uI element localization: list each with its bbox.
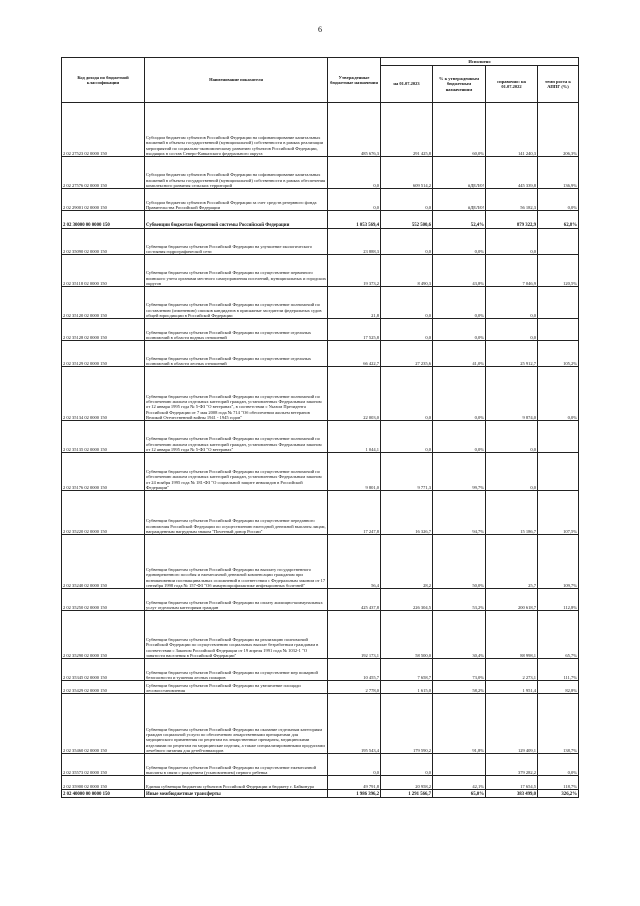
- row-name: Субвенции бюджетам субъектов Российской Федерации на осуществление полномочий по обеспечению жильем отдельных категорий граждан, установленных Федеральным законом от 12 января 1995 года № 5-ФЗ "О ветеранах", в соответствии с Указом Президента Российской Федерации от 7 мая 2008 года № 714 "Об обеспечении жильем ветеранов Великой Отечественной войны 1941 - 1945 годов": [145, 367, 328, 421]
- row-name: Субвенции бюджетам субъектов Российской Федерации на выплату государственного единовременного пособия и ежемесячной денежной компенсации гражданам при возникновении поствакцинальных осложнений в соответствии с Федеральным законом от 17 сентября 1998 года № 157-ФЗ "Об иммунопрофилактике инфекционных болезней": [145, 535, 328, 589]
- row-executed: 226 304,5: [381, 589, 433, 611]
- table-row: [62, 535, 579, 589]
- row-executed: 1 615,0: [381, 681, 433, 694]
- row-code: 2 02 35090 02 0000 150: [62, 229, 145, 255]
- row-name: Субвенции бюджетам субъектов Российской Федерации на осуществление переданного полномочия Российской Федерации по осуществлению ежегодной денежной выплаты лицам, награжденным нагрудным знаком "Почетный донор России": [145, 491, 328, 535]
- row-approved: 19 373,2: [328, 255, 381, 287]
- row-growth: [538, 229, 579, 255]
- table-row: [62, 157, 579, 189]
- row-approved: 1 044,1: [328, 421, 381, 453]
- row-pct: 99,7%: [433, 453, 486, 491]
- row-reference: 1 951,4: [486, 681, 538, 694]
- row-growth: 0,0%: [538, 189, 579, 211]
- row-growth: 138,7%: [538, 694, 579, 754]
- header-pct: % к утвержденным бюджетным назначениям: [433, 66, 486, 103]
- row-code: 2 02 35250 02 0000 150: [62, 589, 145, 611]
- row-code: 2 02 35176 02 0000 150: [62, 453, 145, 491]
- row-approved: 9 801,0: [328, 453, 381, 491]
- table-row: [62, 681, 579, 694]
- row-reference: 2 273,1: [486, 659, 538, 681]
- row-pct: 60,0%: [433, 103, 486, 157]
- row-executed: 291 425,8: [381, 103, 433, 157]
- row-pct: 0,0%: [433, 421, 486, 453]
- row-name: Субвенции бюджетам субъектов Российской Федерации на реализацию полномочий Российской Федерации по осуществлению социальных выплат безработным гражданам в соответствии с Законом Российской Федерации от 19 апреля 1991 года № 1032-1 "О занятости населения в Российской Федерации": [145, 611, 328, 659]
- row-code: 2 02 27576 02 0000 150: [62, 157, 145, 189]
- table-row: [62, 319, 579, 341]
- row-pct: 58,2%: [433, 681, 486, 694]
- table-row: [62, 341, 579, 367]
- row-executed: 8 490,3: [381, 255, 433, 287]
- row-reference: 56 182,3: [486, 189, 538, 211]
- table-row: [62, 754, 579, 776]
- row-approved: 17 525,8: [328, 319, 381, 341]
- row-code: 2 02 35429 02 0000 150: [62, 681, 145, 694]
- row-code: 2 02 35290 02 0000 150: [62, 611, 145, 659]
- row-approved: 66 422,7: [328, 341, 381, 367]
- header-on-date: на 01.07.2023: [381, 66, 433, 103]
- row-code: 2 02 35128 02 0000 150: [62, 319, 145, 341]
- row-growth: [538, 287, 579, 319]
- row-pct: 65,0%: [433, 790, 486, 798]
- table-row: [62, 287, 579, 319]
- row-approved: 1 986 396,2: [328, 790, 381, 798]
- row-pct: 50,0%: [433, 535, 486, 589]
- row-executed: 0,0: [381, 319, 433, 341]
- table-row: [62, 611, 579, 659]
- row-pct: [433, 754, 486, 776]
- row-code: 2 02 35573 02 0000 150: [62, 754, 145, 776]
- row-growth: 120,5%: [538, 255, 579, 287]
- row-reference: 445 339,8: [486, 157, 538, 189]
- row-name: Субвенции бюджетам субъектов Российской Федерации на оказание отдельным категориям граждан социальной услуги по обеспечению лекарственными препаратами для медицинского применения по рецептам на лекарственные препараты, медицинскими изделиями по рецептам на медицинские изделия, а также специализированными продуктами лечебного питания для детей-инвалидов: [145, 694, 328, 754]
- row-approved: 23 888,3: [328, 229, 381, 255]
- header-approved: Утвержденные бюджетные назначения: [328, 58, 381, 103]
- row-reference: 0,0: [486, 319, 538, 341]
- header-code: Код дохода по бюджетной классификации: [62, 58, 145, 103]
- row-reference: 25,7: [486, 535, 538, 589]
- row-code: 2 02 35345 02 0000 150: [62, 659, 145, 681]
- row-reference: 879 322,9: [486, 211, 538, 229]
- table-row: [62, 211, 579, 229]
- row-growth: 0,0%: [538, 754, 579, 776]
- row-reference: 141 240,3: [486, 103, 538, 157]
- row-approved: 17 247,8: [328, 491, 381, 535]
- table-row: [62, 229, 579, 255]
- row-approved: 0,0: [328, 754, 381, 776]
- row-approved: 2 778,0: [328, 681, 381, 694]
- table-row: [62, 776, 579, 790]
- row-code: 2 02 35118 02 0000 150: [62, 255, 145, 287]
- row-approved: 21,8: [328, 287, 381, 319]
- row-pct: 94,7%: [433, 491, 486, 535]
- row-code: 2 02 35900 02 0000 150: [62, 776, 145, 790]
- row-executed: 0,0: [381, 229, 433, 255]
- row-reference: 383 499,0: [486, 790, 538, 798]
- table-row: [62, 189, 579, 211]
- row-executed: 552 500,6: [381, 211, 433, 229]
- row-name: Субвенции бюджетам субъектов Российской Федерации на улучшение экологического состояния гидрографической сети: [145, 229, 328, 255]
- row-executed: 0,0: [381, 367, 433, 421]
- row-approved: 1 053 569,4: [328, 211, 381, 229]
- row-growth: [538, 319, 579, 341]
- row-growth: 118,7%: [538, 776, 579, 790]
- row-approved: 0,0: [328, 157, 381, 189]
- row-growth: 136,9%: [538, 157, 579, 189]
- row-growth: 0,0%: [538, 367, 579, 421]
- row-reference: 17 654,5: [486, 776, 538, 790]
- row-code: 2 02 30000 00 0000 150: [62, 211, 145, 229]
- row-approved: 425 437,8: [328, 589, 381, 611]
- row-code: 2 02 29001 02 0000 150: [62, 189, 145, 211]
- row-growth: 112,8%: [538, 589, 579, 611]
- row-executed: 16 326,7: [381, 491, 433, 535]
- row-growth: [538, 421, 579, 453]
- row-pct: 0,0%: [433, 287, 486, 319]
- row-pct: #ДЕЛ/0!: [433, 189, 486, 211]
- row-executed: 1 291 566,7: [381, 790, 433, 798]
- table-row: [62, 659, 579, 681]
- row-executed: 20 958,2: [381, 776, 433, 790]
- row-growth: 206,3%: [538, 103, 579, 157]
- row-growth: 65,7%: [538, 611, 579, 659]
- row-approved: 56,4: [328, 535, 381, 589]
- row-reference: 88 998,1: [486, 611, 538, 659]
- row-name: Субвенции бюджетам субъектов Российской Федерации на осуществление ежемесячной выплаты в связи с рождением (усыновлением) первого ребенка: [145, 754, 328, 776]
- table-row: [62, 491, 579, 535]
- row-approved: 10 455,7: [328, 659, 381, 681]
- row-code: 2 02 40000 00 0000 150: [62, 790, 145, 798]
- row-name: Субсидии бюджетам субъектов Российской Федерации за счет средств резервного фонда Правительства Российской Федерации: [145, 189, 328, 211]
- row-pct: 53,2%: [433, 589, 486, 611]
- row-name: Единая субвенция бюджетам субъектов Российской Федерации и бюджету г. Байконура: [145, 776, 328, 790]
- row-pct: 43,8%: [433, 255, 486, 287]
- row-pct: 52,4%: [433, 211, 486, 229]
- header-name: Наименование показателя: [145, 58, 328, 103]
- header-executed-group: Исполнено: [381, 58, 579, 66]
- row-reference: 129 409,1: [486, 694, 538, 754]
- row-approved: 49 791,8: [328, 776, 381, 790]
- row-executed: 0,0: [381, 189, 433, 211]
- row-approved: 195 543,4: [328, 694, 381, 754]
- row-code: 2 02 35134 02 0000 150: [62, 367, 145, 421]
- row-executed: 58 500,0: [381, 611, 433, 659]
- row-code: 2 02 35220 02 0000 150: [62, 491, 145, 535]
- header-reference: справочно: на 01.07.2022: [486, 66, 538, 103]
- row-growth: 62,8%: [538, 211, 579, 229]
- row-reference: 25 912,7: [486, 341, 538, 367]
- row-executed: 0,0: [381, 754, 433, 776]
- row-code: 2 02 35240 02 0000 150: [62, 535, 145, 589]
- row-code: 2 02 35129 02 0000 150: [62, 341, 145, 367]
- row-pct: 0,0%: [433, 319, 486, 341]
- row-reference: 7 046,9: [486, 255, 538, 287]
- row-growth: 109,7%: [538, 535, 579, 589]
- row-name: Субвенции бюджетам субъектов Российской Федерации на оплату жилищно-коммунальных услуг отдельным категориям граждан: [145, 589, 328, 611]
- row-name: Субсидии бюджетам субъектов Российской Федерации на софинансирование капитальных вложений в объекты государственной (муниципальной) собственности в рамках обеспечения комплексного развития сельских территорий: [145, 157, 328, 189]
- row-executed: 7 658,7: [381, 659, 433, 681]
- row-name: Субсидии бюджетам субъектов Российской Федерации на софинансирование капитальных вложений в объекты государственной (муниципальной) собственности в рамках реализации мероприятий по социально-экономическому развитию субъектов Российской Федерации, входящих в состав Северо-Кавказского федерального округа: [145, 103, 328, 157]
- row-executed: 27 235,6: [381, 341, 433, 367]
- row-code: 2 02 35460 02 0000 150: [62, 694, 145, 754]
- table-body: [62, 103, 579, 798]
- row-approved: 485 676,3: [328, 103, 381, 157]
- row-reference: 0,0: [486, 453, 538, 491]
- row-reference: 200 618,7: [486, 589, 538, 611]
- table-row: [62, 453, 579, 491]
- row-code: 2 02 35120 02 0000 150: [62, 287, 145, 319]
- row-name: Иные межбюджетные трансферты: [145, 790, 328, 798]
- row-name: Субвенции бюджетам субъектов Российской Федерации на осуществление первичного воинского учета органами местного самоуправления поселений, муниципальных и городских округов: [145, 255, 328, 287]
- row-name: Субвенции бюджетам субъектов Российской Федерации на осуществление полномочий по обеспечению жильем отдельных категорий граждан, установленных Федеральным законом от 12 января 1995 года № 5-ФЗ "О ветеранах": [145, 421, 328, 453]
- row-growth: 105,2%: [538, 341, 579, 367]
- row-growth: 326,2%: [538, 790, 579, 798]
- row-executed: 9 771,3: [381, 453, 433, 491]
- row-name: Субвенции бюджетам субъектов Российской Федерации на осуществление мер пожарной безопасности и тушения лесных пожаров: [145, 659, 328, 681]
- row-growth: 111,7%: [538, 659, 579, 681]
- page-number: 6: [318, 25, 322, 34]
- row-reference: 0,0: [486, 287, 538, 319]
- table-row: [62, 367, 579, 421]
- table-row: [62, 790, 579, 798]
- row-code: 2 02 27523 02 0000 150: [62, 103, 145, 157]
- row-executed: 28,2: [381, 535, 433, 589]
- row-name: Субвенции бюджетам субъектов Российской Федерации на осуществление отдельных полномочий в области водных отношений: [145, 319, 328, 341]
- row-pct: #ДЕЛ/0!: [433, 157, 486, 189]
- row-reference: 0,0: [486, 421, 538, 453]
- row-name: Субвенции бюджетам субъектов Российской Федерации на осуществление полномочий по обеспечению жильем отдельных категорий граждан, установленных Федеральным законом от 24 ноября 1995 года № 181-ФЗ "О социальной защите инвалидов в Российской Федерации": [145, 453, 328, 491]
- row-reference: 15 186,7: [486, 491, 538, 535]
- row-growth: 107,5%: [538, 491, 579, 535]
- row-approved: 22 003,0: [328, 367, 381, 421]
- budget-table: [61, 57, 579, 798]
- table-row: [62, 255, 579, 287]
- row-pct: 0,0%: [433, 229, 486, 255]
- row-growth: [538, 453, 579, 491]
- row-pct: 41,0%: [433, 341, 486, 367]
- table-row: [62, 421, 579, 453]
- row-growth: 82,8%: [538, 681, 579, 694]
- row-pct: 30,4%: [433, 611, 486, 659]
- row-reference: 9 874,0: [486, 367, 538, 421]
- row-executed: 179 590,2: [381, 694, 433, 754]
- row-pct: 73,0%: [433, 659, 486, 681]
- table-row: [62, 589, 579, 611]
- row-pct: 42,1%: [433, 776, 486, 790]
- row-executed: 0,0: [381, 421, 433, 453]
- row-pct: 91,8%: [433, 694, 486, 754]
- row-name: Субвенции бюджетам субъектов Российской Федерации на осуществление отдельных полномочий в области лесных отношений: [145, 341, 328, 367]
- row-name: Субвенции бюджетам субъектов Российской Федерации на осуществление полномочий по составлению (изменению) списков кандидатов в присяжные заседатели федеральных судов общей юрисдикции в Российской Федерации: [145, 287, 328, 319]
- header-growth: темп роста к АППГ (%): [538, 66, 579, 103]
- row-executed: 0,0: [381, 287, 433, 319]
- row-name: Субвенции бюджетам субъектов Российской Федерации на увеличение площади лесовосстановления: [145, 681, 328, 694]
- row-reference: 379 282,2: [486, 754, 538, 776]
- row-executed: 609 514,2: [381, 157, 433, 189]
- row-reference: 0,0: [486, 229, 538, 255]
- table-row: [62, 103, 579, 157]
- row-name: Субвенции бюджетам бюджетной системы Российской Федерации: [145, 211, 328, 229]
- row-approved: 192 173,1: [328, 611, 381, 659]
- table-row: [62, 694, 579, 754]
- row-code: 2 02 35135 02 0000 150: [62, 421, 145, 453]
- row-pct: 0,0%: [433, 367, 486, 421]
- row-approved: 0,0: [328, 189, 381, 211]
